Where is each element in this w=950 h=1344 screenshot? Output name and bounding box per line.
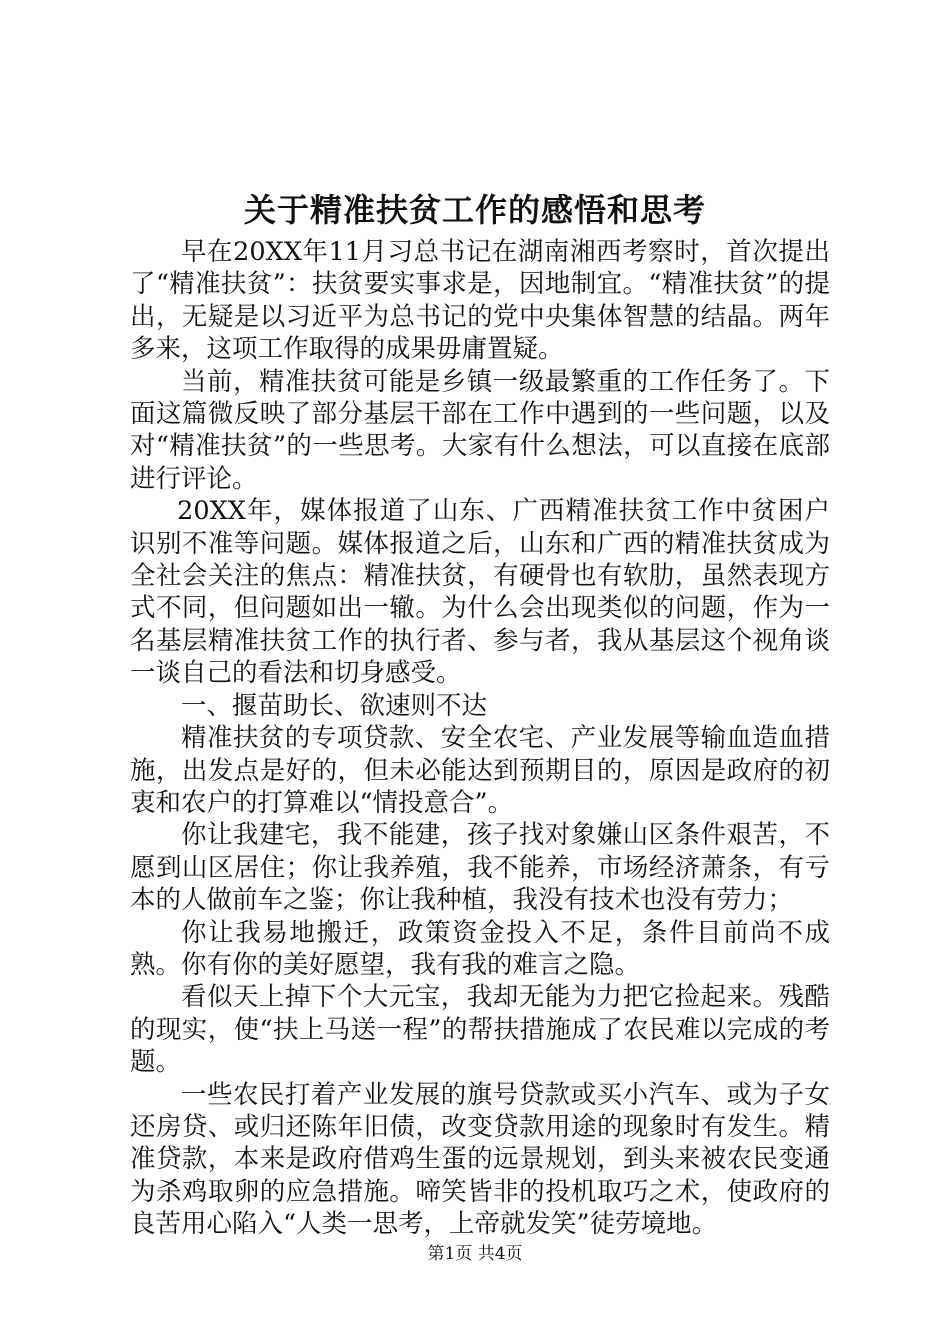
document-body <box>130 236 830 1241</box>
paragraph-5: 你让我建宅，我不能建，孩子找对象嫌山区条件艰苦，不愿到山区居住；你让我养殖，我不能养，市场经济萧条，有亏本的人做前车之鉴；你让我种植，我没有技术也没有劳力； <box>130 820 830 916</box>
paragraph-7: 看似天上掉下个大元宝，我却无能为力把它捡起来。残酷的现实，使“扶上马送一程”的帮扶措施成了农民难以完成的考题。 <box>130 982 830 1078</box>
document-title: 关于精准扶贫工作的感悟和思考 <box>243 191 706 229</box>
paragraph-3: 20XX年，媒体报道了山东、广西精准扶贫工作中贫困户识别不准等问题。媒体报道之后，山东和广西的精准扶贫成为全社会关注的焦点：精准扶贫，有硬骨也有软肋，虽然表现方式不同，但问题如出一辙。为什么会出现类似的问题，作为一名基层精准扶贫工作的执行者、参与者，我从基层这个视角谈一谈自己的看法和切身感受。 <box>130 496 830 689</box>
paragraph-4: 精准扶贫的专项贷款、安全农宅、产业发展等输血造血措施，出发点是好的，但未必能达到预期目的，原因是政府的初衷和农户的打算难以“情投意合”。 <box>130 723 830 818</box>
page-footer: 第1页 共4页 <box>427 1244 523 1264</box>
paragraph-2: 当前，精准扶贫可能是乡镇一级最繁重的工作任务了。下面这篇微反映了部分基层干部在工作中遇到的一些问题，以及对“精准扶贫”的一些思考。大家有什么想法，可以直接在底部进行评论。 <box>130 366 830 494</box>
paragraph-1: 早在20XX年11月习总书记在湖南湘西考察时，首次提出了“精准扶贫”：扶贫要实事求是，因地制宜。“精准扶贫”的提出，无疑是以习近平为总书记的党中央集体智慧的结晶。两年多来，这项工作取得的成果毋庸置疑。 <box>130 237 830 365</box>
paragraph-8: 一些农民打着产业发展的旗号贷款或买小汽车、或为子女还房贷、或归还陈年旧债，改变贷款用途的现象时有发生。精准贷款，本来是政府借鸡生蛋的远景规划，到头来被农民变通为杀鸡取卵的应急措施。啼笑皆非的投机取巧之术，使政府的良苦用心陷入“人类一思考，上帝就发笑”徒劳境地。 <box>130 1079 830 1240</box>
section-heading-1: 一、揠苗助长、欲速则不达 <box>181 690 488 721</box>
paragraph-6: 你让我易地搬迁，政策资金投入不足，条件目前尚不成熟。你有你的美好愿望，我有我的难言之隐。 <box>130 917 830 980</box>
